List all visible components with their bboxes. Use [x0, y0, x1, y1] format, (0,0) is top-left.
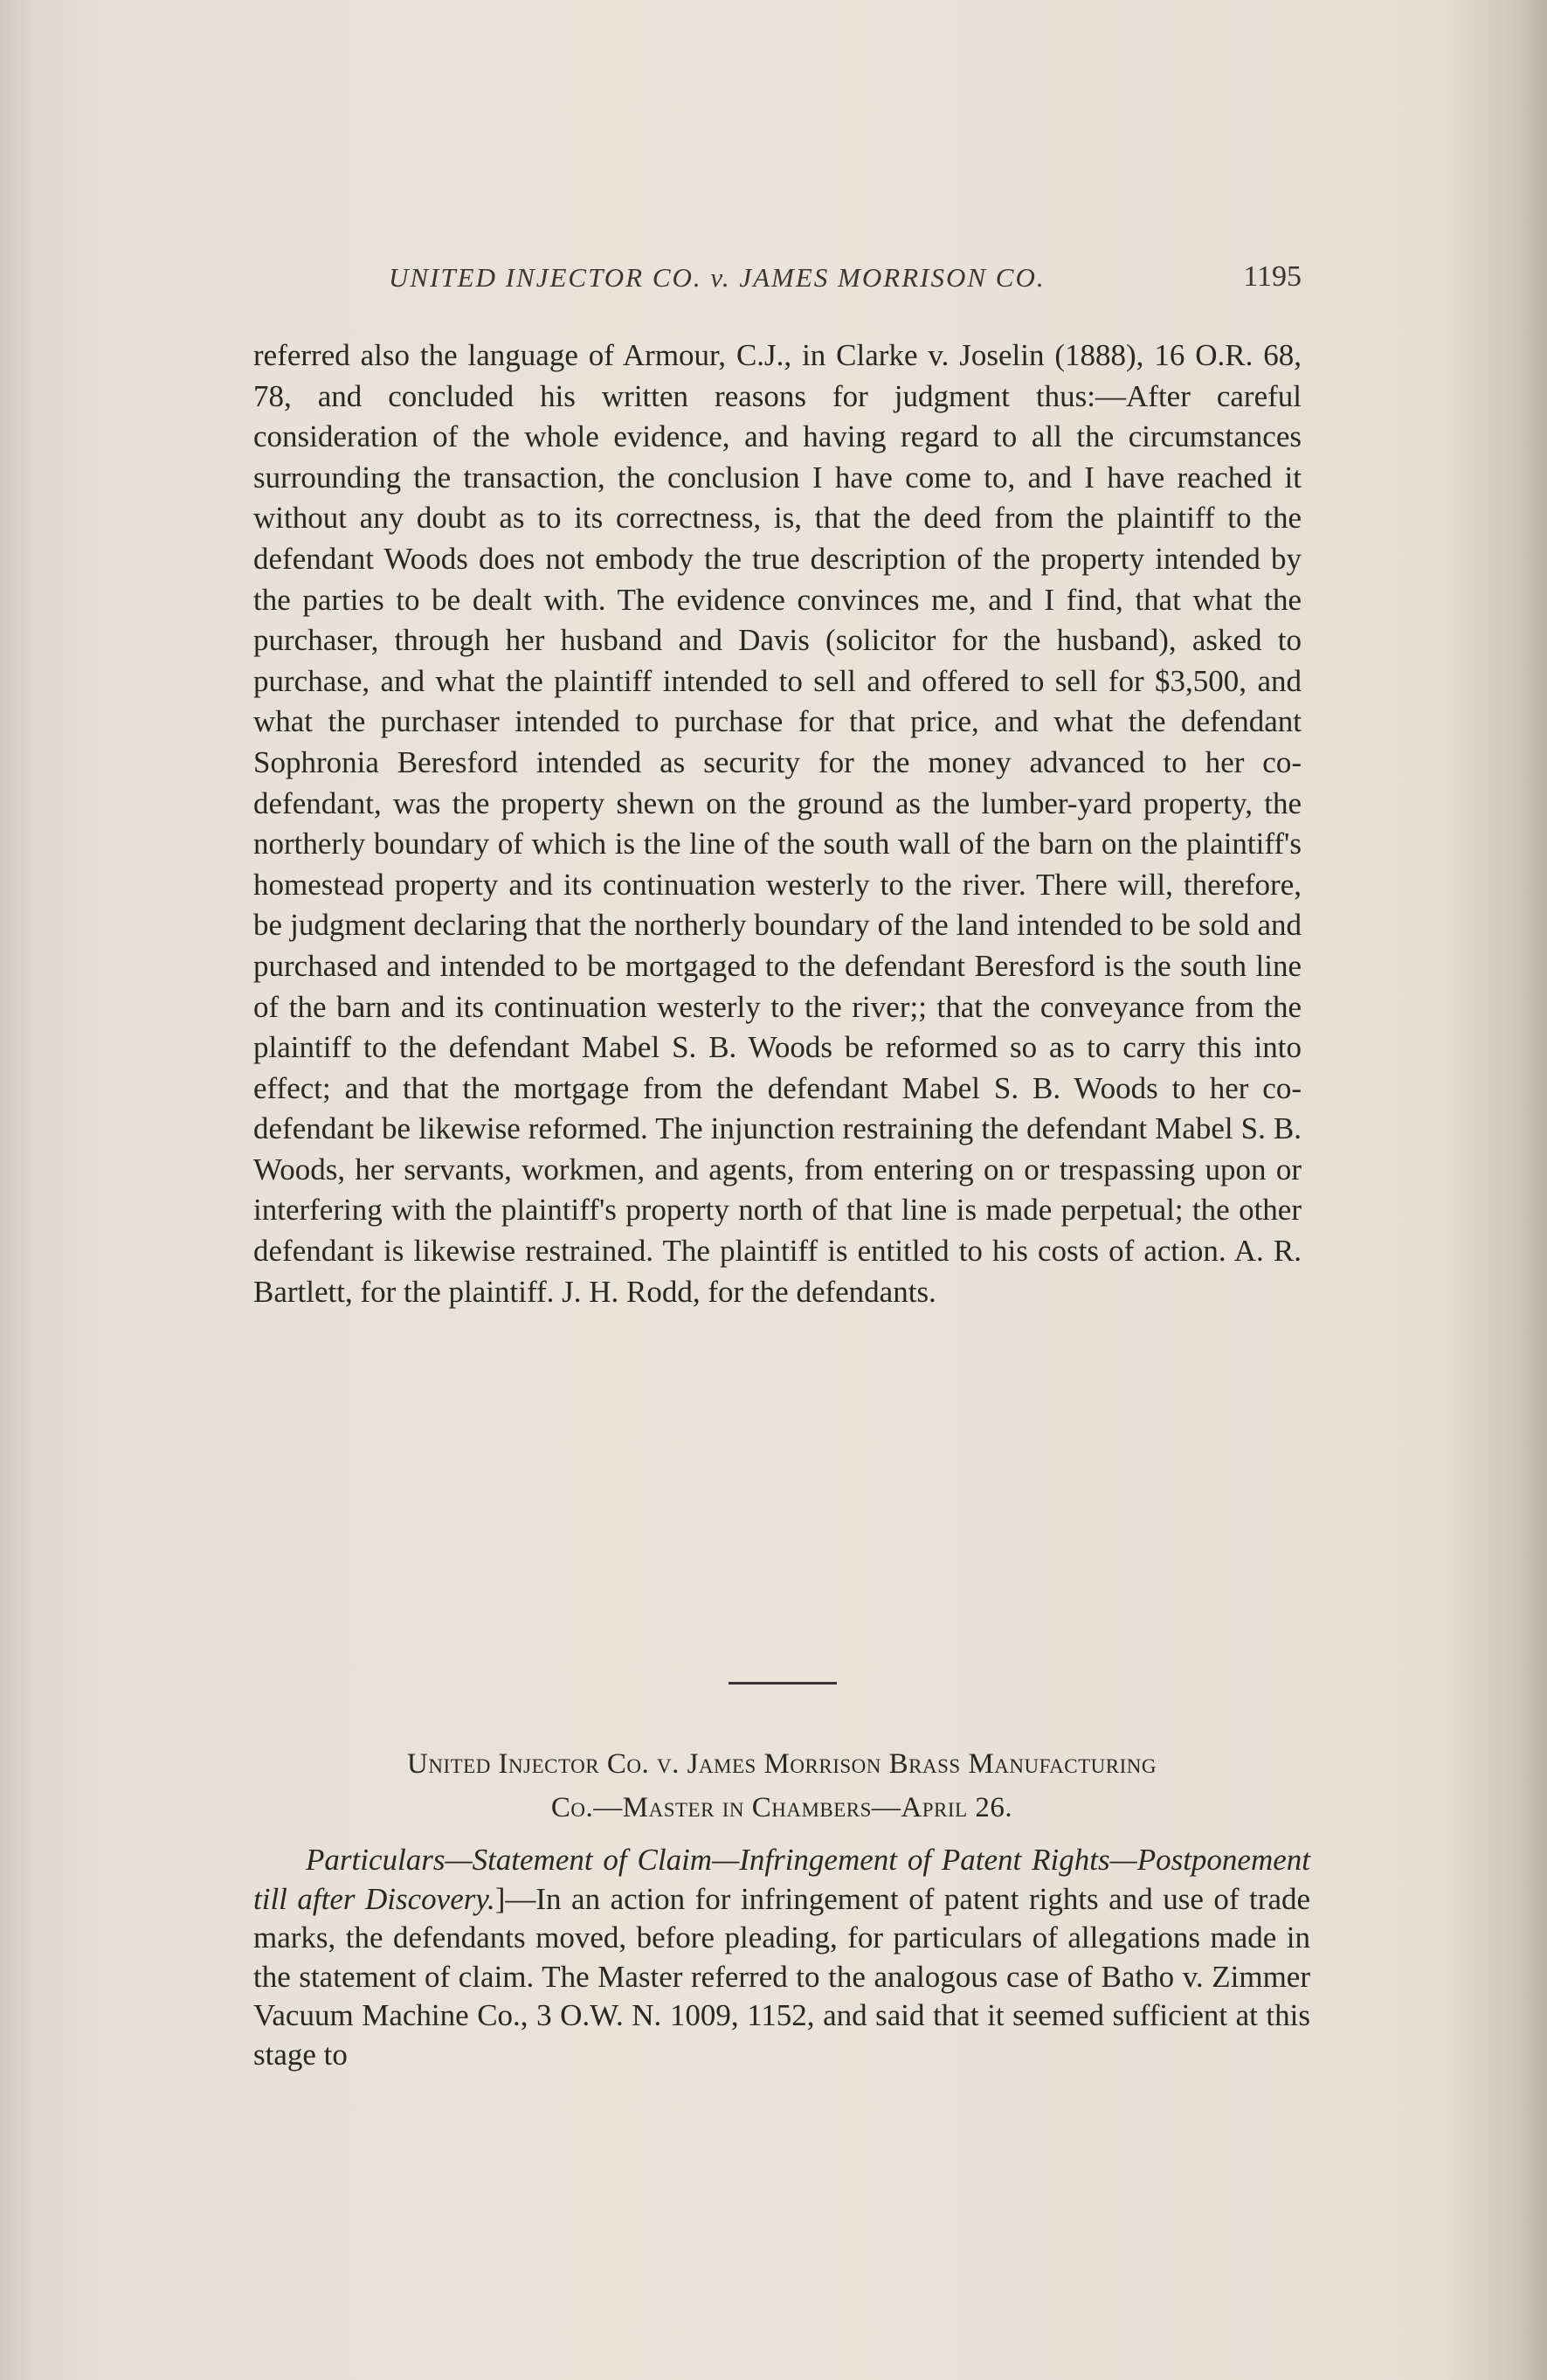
- page-header: [253, 262, 1302, 306]
- judgment-text: [253, 336, 1302, 1312]
- running-head: UNITED INJECTOR CO. v. JAMES MORRISON CO.: [389, 262, 1046, 293]
- case-title: [253, 1742, 1310, 1830]
- case-title-line-2: Co.—Master in Chambers—April 26.: [550, 1792, 1013, 1823]
- headnote: [253, 1841, 1310, 2074]
- headnote-catchwords: Particulars—Statement of Claim—Infringement of Patent Rights—Postponement till after Discovery.: [253, 1843, 1310, 1916]
- judgment-paragraph: referred also the language of Armour, C.J., in Clarke v. Joselin (1888), 16 O.R. 68, 78, and concluded his written reasons for judgment thus:—After careful consideration of the whole evidence, and having regard to all the circumstances surrounding the transaction, the conclusion I have come to, and I have reached it without any doubt as to its correctness, is, that the deed from the plaintiff to the defendant Woods does not embody the true description of the property intended by the parties to be dealt with. The evidence convinces me, and I find, that what the purchaser, through her husband and Davis (solicitor for the husband), asked to purchase, and what the plaintiff intended to sell and offered to sell for $3,500, and what the purchaser intended to purchase for that price, and what the defendant Sophronia Beresford intended as security for the money advanced to her co-defendant, was the property shewn on the ground as the lumber-yard property, the northerly boundary of which is the line of the south wall of the barn on the plaintiff's homestead property and its continuation westerly to the river. There will, therefore, be judgment declaring that the northerly boundary of the land intended to be sold and purchased and intended to be mortgaged to the defendant Beresford is the south line of the barn and its continuation westerly to the river;; that the conveyance from the plaintiff to the defendant Mabel S. B. Woods be reformed so as to carry this into effect; and that the mortgage from the defendant Mabel S. B. Woods to her co-defendant be likewise reformed. The injunction restraining the defendant Mabel S. B. Woods, her servants, workmen, and agents, from entering on or trespassing upon or interfering with the plaintiff's property north of that line is made perpetual; the other defendant is likewise restrained. The plaintiff is entitled to his costs of action. A. R. Bartlett, for the plaintiff. J. H. Rodd, for the defendants.: [253, 338, 1302, 1309]
- section-divider: [729, 1682, 837, 1685]
- headnote-text: ]—In an action for infringement of patent rights and use of trade marks, the defendants moved, before pleading, for particulars of allegations made in the statement of claim. The Master referred to the analogous case of Batho v. Zimmer Vacuum Machine Co., 3 O.W. N. 1009, 1152, and said that it seemed sufficient at this stage to: [253, 1881, 1311, 2072]
- page-number: 1195: [1243, 260, 1302, 293]
- case-title-line-1: United Injector Co. v. James Morrison Brass Manufacturing: [407, 1748, 1157, 1780]
